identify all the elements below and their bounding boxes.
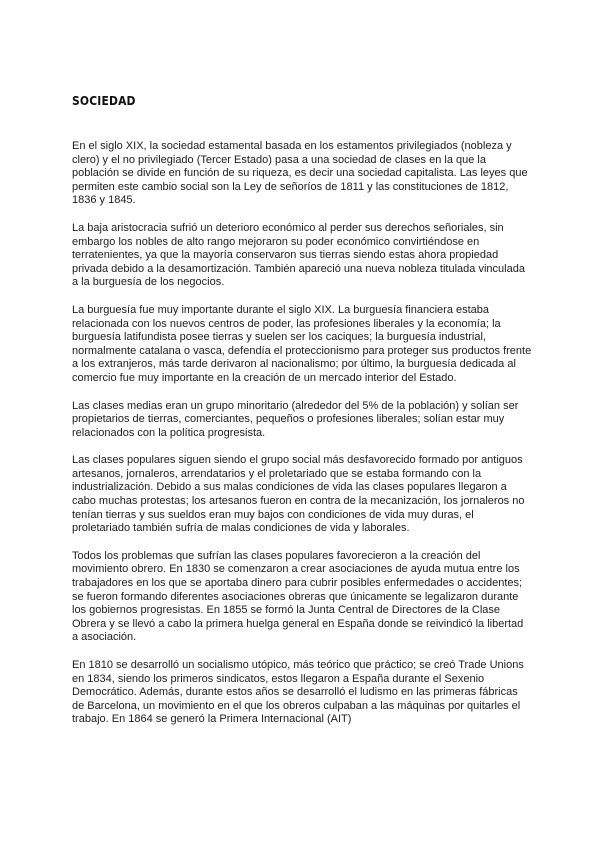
paragraph-intro: En el siglo XIX, la sociedad estamental basada en los estamentos privilegiados (nobleza y clero) y el no privilegiado (Tercer Estado) pasa a una sociedad de clases en la que la población se divide en función de su riqueza, es decir una sociedad capitalista. Las leyes que permiten este cambio social son la Ley de señoríos de 1811 y las constituciones de 1812, 1836 y 1845.: [72, 140, 528, 207]
document-body: [72, 140, 532, 741]
paragraph-burguesia: La burguesía fue muy importante durante el siglo XIX. La burguesía financiera estaba relacionada con los nuevos centros de poder, las profesiones liberales y la economía; la burguesía latifundista posee tierras y suelen ser los caciques; la burguesía industrial, normalmente catalana o vasca, defendía el proteccionismo para proteger sus productos frente a los extranjeros, más tarde derivaron al nacionalismo; por último, la burguesía dedicada al comercio fue muy importante en la creación de un mercado interior del Estado.: [72, 303, 532, 384]
paragraph-aristocracia: La baja aristocracia sufrió un deterioro económico al perder sus derechos señoriales, sin embargo los nobles de alto rango mejoraron su poder económico convirtiéndose en terratenientes, ya que la mayoría conservaron sus tierras siendo estas ahora propiedad privada debido a la desamortización. También apareció una nueva nobleza titulada vinculada a la burguesía de los negocios.: [72, 221, 525, 289]
paragraph-socialismo: En 1810 se desarrolló un socialismo utópico, más teórico que práctico; se creó Trade Unions en 1834, siendo los primeros sindicatos, estos llegaron a España durante el Sexenio Democrático. Además, durante estos años se desarrolló el ludismo en las primeras fábricas de Barcelona, un movimiento en el que los obreros culpaban a las máquinas por quitarles el trabajo. En 1864 se generó la Primera Internacional (AIT): [72, 659, 524, 726]
page-title: SOCIEDAD: [72, 93, 136, 108]
paragraph-clases-populares: Las clases populares siguen siendo el grupo social más desfavorecido formado por antiguos artesanos, jornaleros, arrendatarios y el proletariado que se estaba formando con la industrialización. Debido a sus malas condiciones de vida las clases populares llegaron a cabo muchas protestas; los artesanos fueron en contra de la mecanización, los jornaleros no tenían tierras y sus sueldos eran muy bajos con condiciones de vida muy duras, el proletariado también sufría de malas condiciones de vida y laborales.: [72, 454, 525, 535]
paragraph-movimiento-obrero: Todos los problemas que sufrían las clases populares favorecieron a la creación del movimiento obrero. En 1830 se comenzaron a crear asociaciones de ayuda mutua entre los trabajadores en los que se aportaba dinero para cubrir posibles enfermedades o accidentes; se fueron formando diferentes asociaciones obreras que únicamente se legalizaron durante los gobiernos progresistas. En 1855 se formó la Junta Central de Directores de la Clase Obrera y se llevó a cabo la primera huelga general en España donde se reivindicó la libertad a asociación.: [72, 549, 524, 644]
paragraph-clases-medias: Las clases medias eran un grupo minoritario (alrededor del 5% de la población) y solían ser propietarios de tierras, comerciantes, pequeños o profesiones liberales; solían estar muy relacionados con la política progresista.: [72, 399, 519, 439]
